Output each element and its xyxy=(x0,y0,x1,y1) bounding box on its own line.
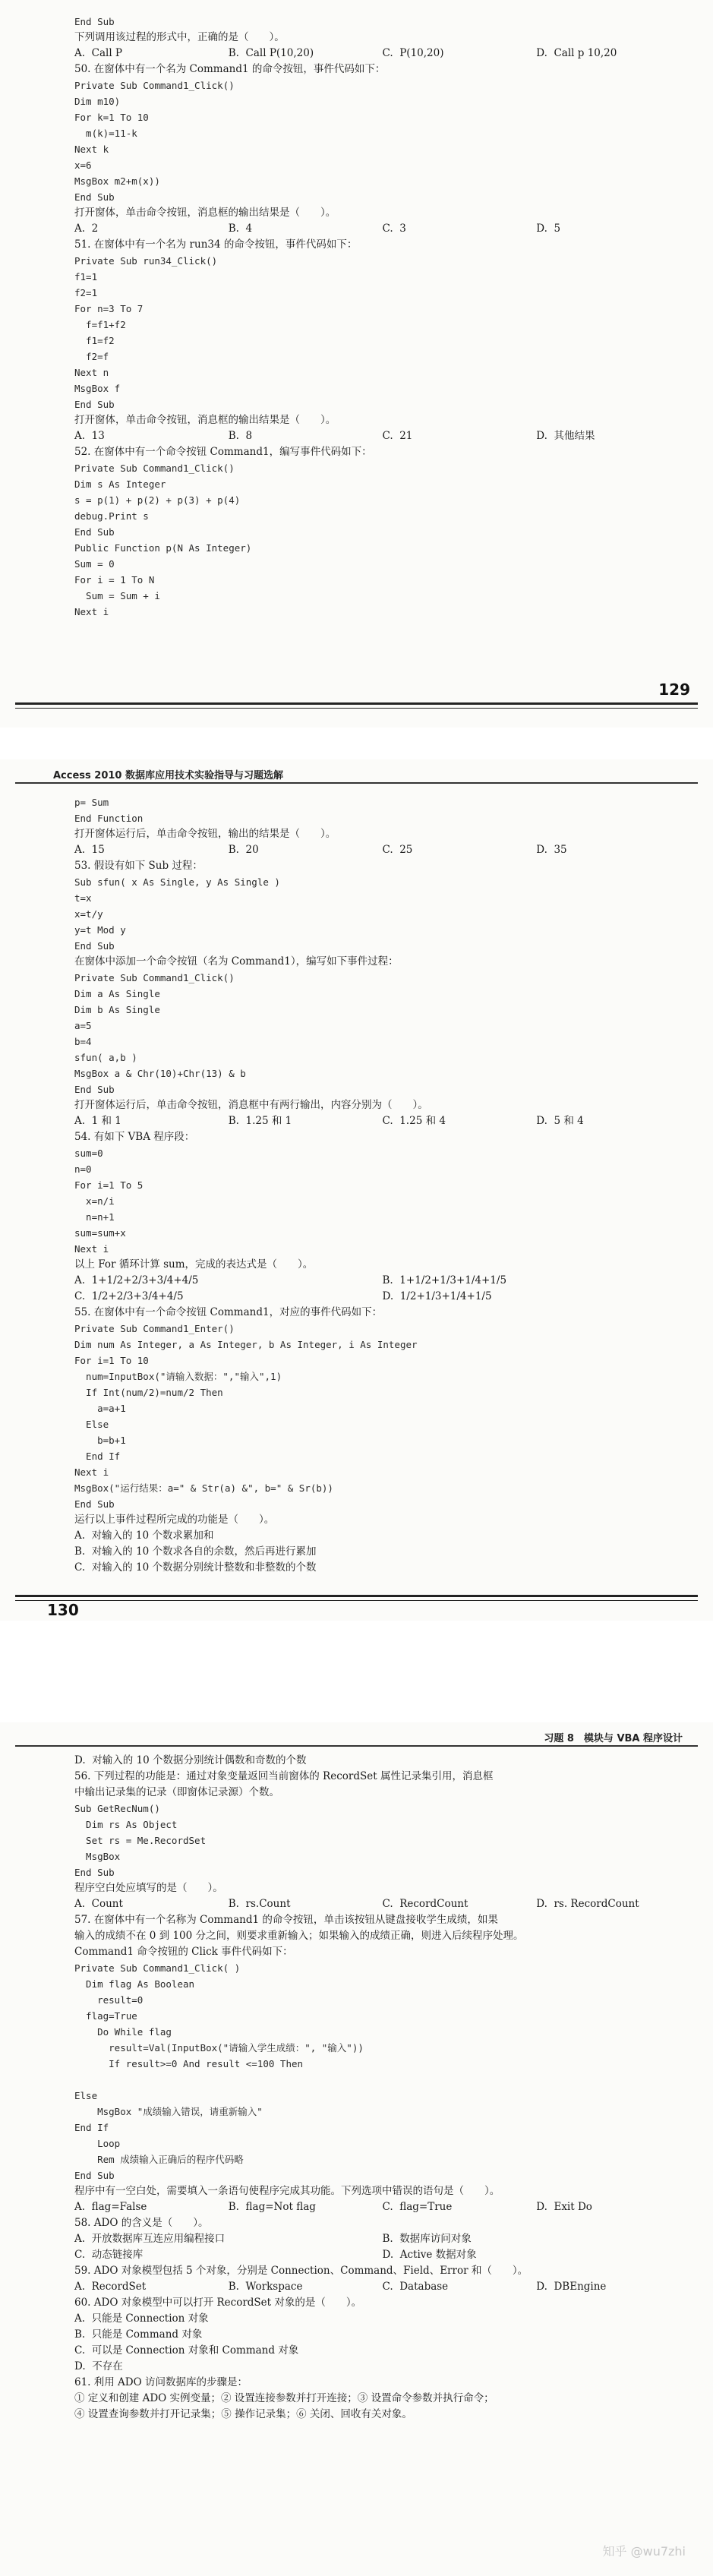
code-line: n=0 xyxy=(74,1163,92,1175)
answer-option: C. RecordCount xyxy=(382,1898,468,1910)
answer-option: C. 3 xyxy=(382,223,406,235)
code-line: Set rs = Me.RecordSet xyxy=(74,1835,207,1846)
text-line: 打开窗体，单击命令按钮，消息框的输出结果是（ ）。 xyxy=(74,207,336,219)
answer-option: C. 25 xyxy=(382,844,413,856)
watermark: 知乎 @wu7zhi xyxy=(602,2544,686,2559)
code-line: Dim num As Integer, a As Integer, b As Integer, i As Integer xyxy=(74,1339,418,1350)
page-gap xyxy=(0,1621,713,1722)
answer-option: B. rs.Count xyxy=(228,1898,291,1910)
answer-option: D. Exit Do xyxy=(536,2201,592,2213)
answer-options xyxy=(55,2199,690,2215)
code-line: End Sub xyxy=(74,399,115,410)
text-line: 中输出记录集的记录（即窗体记录源）个数。 xyxy=(74,1786,279,1798)
answer-option: A. 1 和 1 xyxy=(74,1115,121,1127)
text-line: 60. ADO 对象模型中可以打开 RecordSet 对象的是（ ）。 xyxy=(74,2297,362,2309)
code-line: End Sub xyxy=(74,1867,115,1878)
text-line: 输入的成绩不在 0 到 100 分之间，则要求重新输入；如果输入的成绩正确，则进入后续程序处理。 xyxy=(74,1930,524,1942)
text-line: 52. 在窗体中有一个命令按钮 Command1，编写事件代码如下： xyxy=(74,446,372,458)
code-line: sum=0 xyxy=(74,1148,103,1159)
text-line: 在窗体中添加一个命令按钮（名为 Command1），编写如下事件过程： xyxy=(74,955,399,968)
answer-option: D. 对输入的 10 个数据分别统计偶数和奇数的个数 xyxy=(74,1754,307,1766)
answer-options xyxy=(55,1273,690,1289)
answer-option: B. Workspace xyxy=(228,2281,303,2293)
answer-option: A. 13 xyxy=(74,430,105,442)
running-header: 习题 8 模块与 VBA 程序设计 xyxy=(544,1733,683,1744)
code-line: sum=sum+x xyxy=(74,1227,126,1239)
code-line: Private Sub Command1_Click() xyxy=(74,972,235,983)
answer-option: C. 1.25 和 4 xyxy=(382,1115,446,1127)
code-line: Dim rs As Object xyxy=(74,1819,178,1830)
code-line: Next i xyxy=(74,606,109,617)
code-line: For k=1 To 10 xyxy=(74,112,149,123)
code-line: Private Sub Command1_Click( ) xyxy=(74,1962,241,1974)
answer-option: B. 8 xyxy=(228,430,253,442)
answer-option: A. 1+1/2+2/3+3/4+4/5 xyxy=(74,1274,199,1286)
running-header: Access 2010 数据库应用技术实验指导与习题选解 xyxy=(53,770,283,781)
text-line: 55. 在窗体中有一个命令按钮 Command1，对应的事件代码如下： xyxy=(74,1306,383,1318)
code-line: Private Sub Command1_Click() xyxy=(74,462,235,474)
text-line: 以上 For 循环计算 sum，完成的表达式是（ ）。 xyxy=(74,1258,314,1271)
code-line: b=4 xyxy=(74,1036,92,1047)
code-line: y=t Mod y xyxy=(74,924,126,936)
page-number: 129 xyxy=(658,680,690,699)
code-line: f1=f2 xyxy=(74,335,115,346)
code-line: Next i xyxy=(74,1466,109,1478)
text-line: Command1 命令按钮的 Click 事件代码如下： xyxy=(74,1946,293,1958)
code-line: MsgBox m2+m(x)) xyxy=(74,175,160,187)
footer-rule xyxy=(15,1595,698,1601)
answer-option: D. 其他结果 xyxy=(536,430,595,442)
code-line: Sub GetRecNum() xyxy=(74,1803,160,1814)
code-line: MsgBox("运行结果：a=" & Str(a) &", b=" & Sr(b)) xyxy=(74,1482,333,1494)
answer-options xyxy=(55,428,690,444)
code-line: n=n+1 xyxy=(74,1211,115,1223)
page-130 xyxy=(0,759,713,1621)
code-line: End Sub xyxy=(74,191,115,203)
code-line: f=f1+f2 xyxy=(74,319,126,330)
code-line: Next k xyxy=(74,144,109,155)
answer-option: A. 15 xyxy=(74,844,105,856)
code-line: a=5 xyxy=(74,1020,92,1031)
answer-options xyxy=(55,1113,690,1129)
answer-option: B. 对输入的 10 个数求各自的余数，然后再进行累加 xyxy=(74,1545,317,1558)
code-line: result=0 xyxy=(74,1994,144,2006)
text-line: 打开窗体运行后，单击命令按钮，输出的结果是（ ）。 xyxy=(74,828,336,840)
code-line: Sub sfun( x As Single, y As Single ) xyxy=(74,876,280,888)
answer-option: A. flag=False xyxy=(74,2201,147,2213)
text-line: 56. 下列过程的功能是：通过对象变量返回当前窗体的 RecordSet 属性记录集引用，消息框 xyxy=(74,1770,494,1782)
answer-option: D. 1/2+1/3+1/4+1/5 xyxy=(382,1290,492,1302)
text-line: 程序空白处应填写的是（ ）。 xyxy=(74,1882,223,1894)
code-line: x=n/i xyxy=(74,1195,115,1207)
text-line: 50. 在窗体中有一个名为 Command1 的命令按钮，事件代码如下： xyxy=(74,63,386,75)
text-line: 打开窗体，单击命令按钮，消息框的输出结果是（ ）。 xyxy=(74,414,336,426)
code-line: Else xyxy=(74,1419,109,1430)
code-line: f2=f xyxy=(74,351,109,362)
code-line: Sum = 0 xyxy=(74,558,115,570)
code-line: For i=1 To 5 xyxy=(74,1179,144,1191)
code-line: p= Sum xyxy=(74,797,109,808)
answer-option: B. Call P(10,20) xyxy=(228,47,314,59)
text-line: 53. 假设有如下 Sub 过程： xyxy=(74,860,203,872)
text-line: 程序中有一空白处，需要填入一条语句使程序完成其功能。下列选项中错误的语句是（ ）。 xyxy=(74,2185,500,2197)
code-line: x=6 xyxy=(74,159,92,171)
answer-option: D. Call p 10,20 xyxy=(536,47,617,59)
code-line: End Sub xyxy=(74,526,115,538)
code-line: MsgBox "成绩输入错误，请重新输入" xyxy=(74,2106,263,2117)
code-line: Private Sub Command1_Enter() xyxy=(74,1323,235,1334)
code-line: Next i xyxy=(74,1243,109,1255)
blank-line xyxy=(55,2072,690,2088)
answer-option: B. 只能是 Command 对象 xyxy=(74,2328,203,2341)
code-line: Private Sub Command1_Click() xyxy=(74,80,235,91)
code-line: MsgBox f xyxy=(74,383,121,394)
code-line: End Sub xyxy=(74,940,115,952)
answer-option: D. DBEngine xyxy=(536,2281,607,2293)
text-line: 59. ADO 对象模型包括 5 个对象，分别是 Connection、Command、Field、Error 和（ ）。 xyxy=(74,2265,528,2277)
code-line: Dim m10) xyxy=(74,96,121,107)
text-line: 打开窗体运行后，单击命令按钮，消息框中有两行输出，内容分别为（ ）。 xyxy=(74,1099,428,1111)
page-131 xyxy=(0,1722,713,2576)
code-line: a=a+1 xyxy=(74,1403,126,1414)
code-line: Else xyxy=(74,2090,98,2101)
code-line: For i=1 To 10 xyxy=(74,1355,149,1366)
code-line: Loop xyxy=(74,2138,121,2149)
text-line: ① 定义和创建 ADO 实例变量；② 设置连接参数并打开连接；③ 设置命令参数并执行命令； xyxy=(74,2392,494,2404)
code-line: If Int(num/2)=num/2 Then xyxy=(74,1387,223,1398)
code-line: For i = 1 To N xyxy=(74,574,155,586)
code-line: End Sub xyxy=(74,1498,115,1510)
answer-option: D. 5 xyxy=(536,223,561,235)
code-line: debug.Print s xyxy=(74,510,149,522)
answer-options xyxy=(55,221,690,237)
page-body xyxy=(55,1753,690,2423)
text-line: 57. 在窗体中有一个名称为 Command1 的命令按钮，单击该按钮从键盘接收学生成绩，如果 xyxy=(74,1914,498,1926)
code-line: Do While flag xyxy=(74,2026,172,2038)
answer-options xyxy=(55,2231,690,2247)
code-line: m(k)=11-k xyxy=(74,128,137,139)
text-line: 61. 利用 ADO 访问数据库的步骤是： xyxy=(74,2376,248,2388)
answer-option: A. 对输入的 10 个数求累加和 xyxy=(74,1530,214,1542)
answer-option: B. 4 xyxy=(228,223,253,235)
text-line: 54. 有如下 VBA 程序段： xyxy=(74,1131,195,1143)
code-line: End Sub xyxy=(74,1084,115,1095)
answer-option: B. flag=Not flag xyxy=(228,2201,316,2213)
text-line: 运行以上事件过程所完成的功能是（ ）。 xyxy=(74,1514,275,1526)
code-line: End Sub xyxy=(74,16,115,27)
answer-option: D. 不存在 xyxy=(74,2360,123,2372)
answer-option: B. 数据库访问对象 xyxy=(382,2233,472,2245)
code-line: End If xyxy=(74,2122,109,2133)
answer-options xyxy=(55,2279,690,2295)
text-line: ④ 设置查询参数并打开记录集；⑤ 操作记录集；⑥ 关闭、回收有关对象。 xyxy=(74,2408,412,2420)
answer-option: D. rs. RecordCount xyxy=(536,1898,639,1910)
answer-option: D. 5 和 4 xyxy=(536,1115,584,1127)
answer-option: C. P(10,20) xyxy=(382,47,444,59)
answer-options xyxy=(55,842,690,858)
code-line: t=x xyxy=(74,892,92,904)
answer-option: C. 动态链接库 xyxy=(74,2249,144,2261)
code-line: s = p(1) + p(2) + p(3) + p(4) xyxy=(74,494,241,506)
answer-option: A. 开放数据库互连应用编程接口 xyxy=(74,2233,226,2245)
code-line: End Sub xyxy=(74,2170,115,2181)
answer-option: C. Database xyxy=(382,2281,449,2293)
code-line: b=b+1 xyxy=(74,1435,126,1446)
code-line: Dim a As Single xyxy=(74,988,160,999)
answer-option: A. Call P xyxy=(74,47,123,59)
page-body xyxy=(55,794,690,1576)
code-line: MsgBox a & Chr(10)+Chr(13) & b xyxy=(74,1068,246,1079)
answer-option: D. Active 数据对象 xyxy=(382,2249,477,2261)
answer-option: B. 1.25 和 1 xyxy=(228,1115,292,1127)
answer-option: A. Count xyxy=(74,1898,123,1910)
code-line: End Function xyxy=(74,813,144,824)
answer-option: C. 21 xyxy=(382,430,413,442)
answer-option: B. 20 xyxy=(228,844,259,856)
code-line: Public Function p(N As Integer) xyxy=(74,542,252,554)
code-line: x=t/y xyxy=(74,908,103,920)
answer-option: A. 2 xyxy=(74,223,99,235)
answer-option: A. 只能是 Connection 对象 xyxy=(74,2312,209,2325)
page-gap xyxy=(0,728,713,759)
code-line: MsgBox xyxy=(74,1851,121,1862)
page-129 xyxy=(0,0,713,728)
code-line: Dim flag As Boolean xyxy=(74,1978,195,1990)
code-line: Sum = Sum + i xyxy=(74,590,160,601)
page-body xyxy=(55,14,690,620)
answer-option: B. 1+1/2+1/3+1/4+1/5 xyxy=(382,1274,507,1286)
footer-rule xyxy=(15,702,698,709)
answer-option: C. 1/2+2/3+3/4+4/5 xyxy=(74,1290,184,1302)
code-line: Next n xyxy=(74,367,109,378)
answer-options xyxy=(55,1289,690,1305)
answer-options xyxy=(55,2247,690,2263)
code-line: f2=1 xyxy=(74,287,98,298)
answer-options xyxy=(55,46,690,62)
text-line: 下列调用该过程的形式中，正确的是（ ）。 xyxy=(74,31,285,43)
text-line: 51. 在窗体中有一个名为 run34 的命令按钮，事件代码如下： xyxy=(74,238,358,251)
code-line: num=InputBox("请输入数据：","输入",1) xyxy=(74,1371,282,1382)
code-line: result=Val(InputBox("请输入学生成绩：", "输入")) xyxy=(74,2042,364,2054)
code-line: flag=True xyxy=(74,2010,137,2022)
code-line: For n=3 To 7 xyxy=(74,303,144,314)
answer-option: C. 对输入的 10 个数据分别统计整数和非整数的个数 xyxy=(74,1561,317,1574)
code-line: sfun( a,b ) xyxy=(74,1052,137,1063)
code-line: If result>=0 And result <=100 Then xyxy=(74,2058,304,2069)
code-line: Dim s As Integer xyxy=(74,478,166,490)
code-line: Private Sub run34_Click() xyxy=(74,255,218,267)
code-line: Rem 成绩输入正确后的程序代码略 xyxy=(74,2154,244,2165)
text-line: 58. ADO 的含义是（ ）。 xyxy=(74,2217,209,2229)
answer-option: C. flag=True xyxy=(382,2201,453,2213)
answer-option: A. RecordSet xyxy=(74,2281,147,2293)
code-line: End If xyxy=(74,1451,121,1462)
answer-options xyxy=(55,1896,690,1912)
code-line: f1=1 xyxy=(74,271,98,283)
code-line: Dim b As Single xyxy=(74,1004,160,1015)
answer-option: D. 35 xyxy=(536,844,567,856)
page-number: 130 xyxy=(47,1601,79,1619)
answer-option: C. 可以是 Connection 对象和 Command 对象 xyxy=(74,2344,299,2357)
